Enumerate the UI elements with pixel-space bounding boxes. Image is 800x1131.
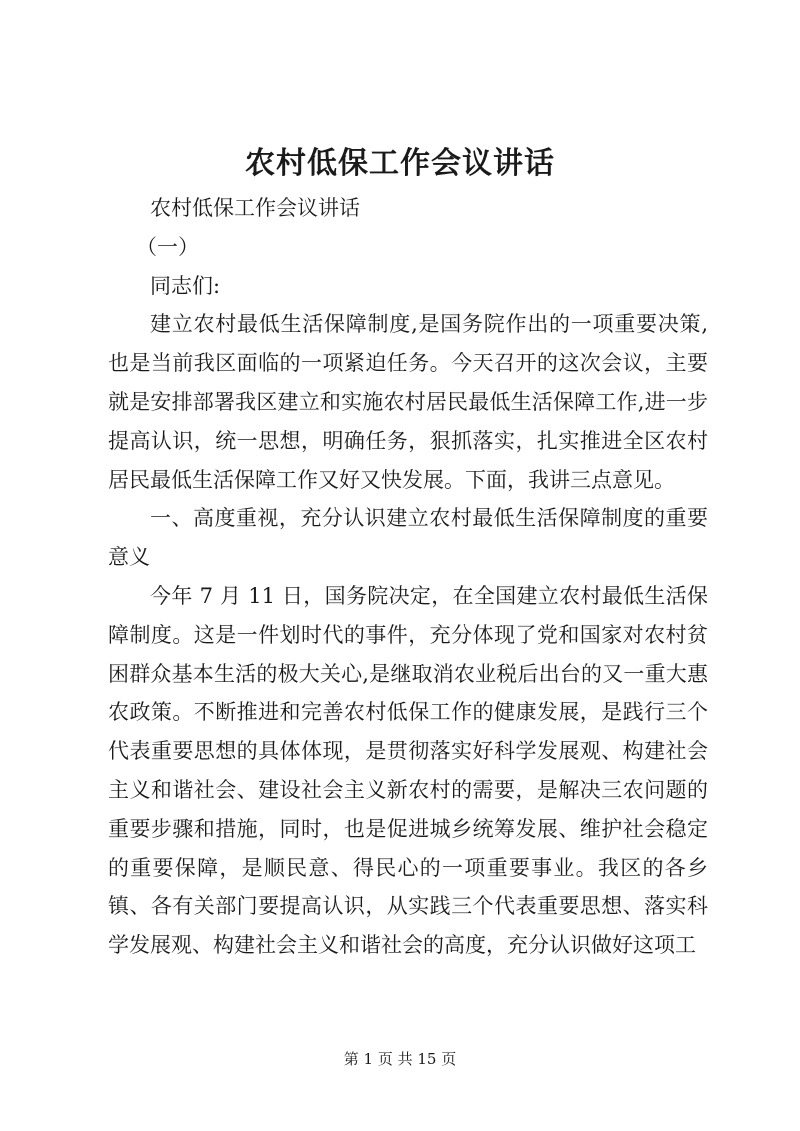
subtitle: 农村低保工作会议讲话 [150,196,360,220]
greeting: 同志们: [150,273,221,298]
paragraph: 今年 7 月 11 日，国务院决定，在全国建立农村最低生活保障制度。这是一件划时代的事件，充分体现了党和国家对农村贫困群众基本生活的极大关心,是继取消农业税后出台的又一重大惠农政策。不断推进和完善农村低保工作的健康发展，是践行三个代表重要思想的具体体现，是贯彻落实好科学发展观、构建社会主义和谐社会、建设社会主义新农村的需要，是解决三农问题的重要步骤和措施，同时，也是促进城乡统筹发展、维护社会稳定的重要保障，是顺民意、得民心的一项重要事业。我区的各乡镇、各有关部门要提高认识，从实践三个代表重要思想、落实科学发展观、构建社会主义和谐社会的高度，充分认识做好这项工 [108,583,708,958]
document-body [108,189,708,965]
page-number: 第 1 页 共 15 页 [343,1050,457,1068]
paragraph: 建立农村最低生活保障制度,是国务院作出的一项重要决策,也是当前我区面临的一项紧迫任务。今天召开的这次会议，主要就是安排部署我区建立和实施农村居民最低生活保障工作,进一步提高认识，统一思想，明确任务，狠抓落实，扎实推进全区农村居民最低生活保障工作又好又快发展。下面，我讲三点意见。 [108,312,708,492]
document-title: 农村低保工作会议讲话 [245,146,555,181]
section-heading: 一、高度重视，充分认识建立农村最低生活保障制度的重要意义 [108,506,708,570]
section-mark: （一） [136,234,199,259]
